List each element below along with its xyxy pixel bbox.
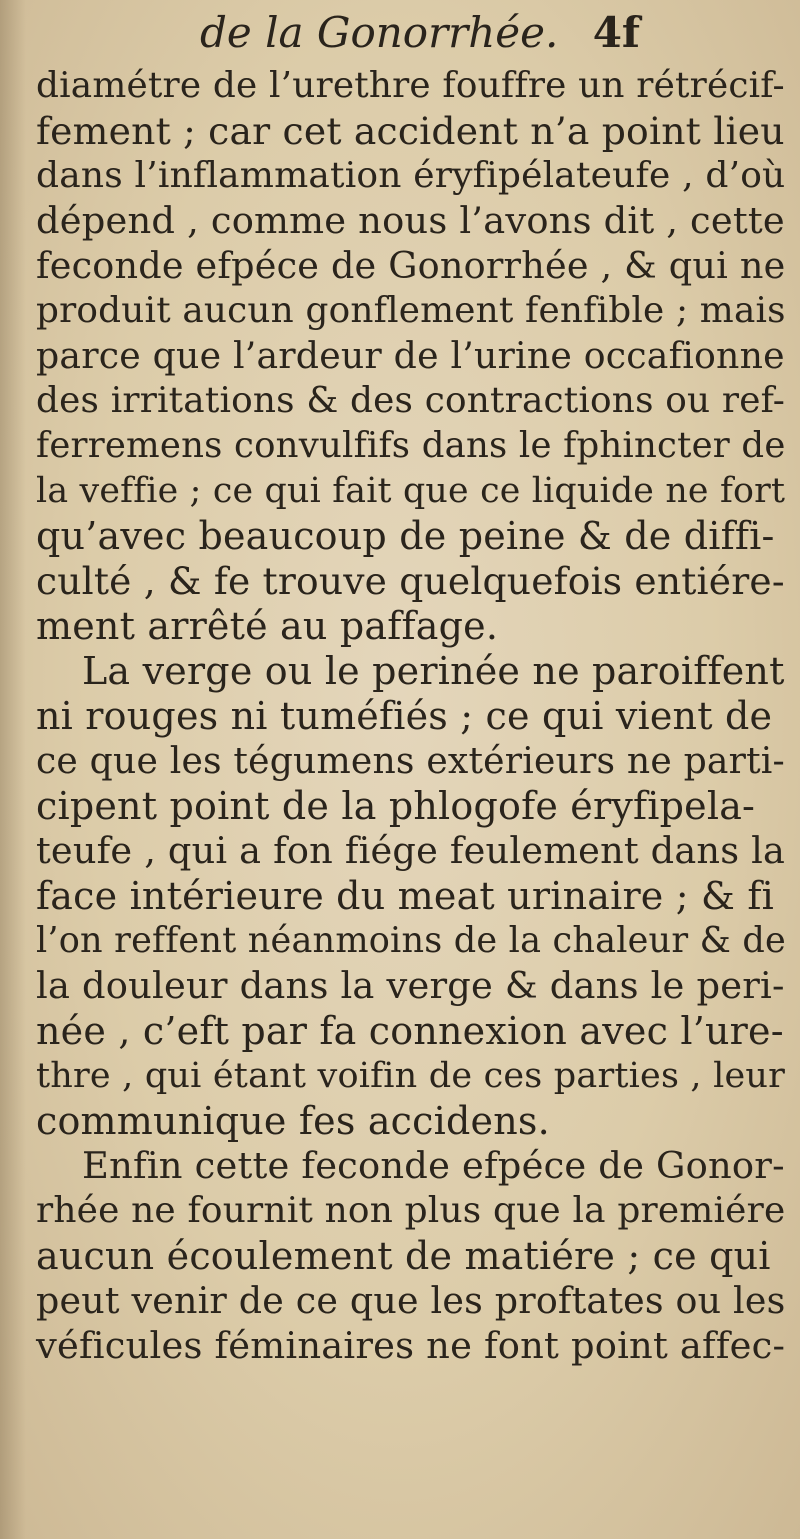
text-line: ferremens convulfifs dans le fphincter de	[36, 425, 786, 466]
text-line: teufe , qui a fon fiége feulement dans la	[36, 829, 786, 872]
page-number: 4f	[592, 8, 640, 57]
running-header	[200, 8, 640, 58]
text-line: culté , & fe trouve quelquefois entiére-	[36, 559, 785, 603]
text-line: née , c’eft par fa connexion avec l’ure-	[36, 1009, 784, 1053]
text-line: ment arrêté au paffage.	[36, 604, 499, 648]
text-line: feconde efpéce de Gonorrhée , & qui ne	[36, 244, 786, 287]
text-line: ni rouges ni tuméfiés ; ce qui vient de	[36, 694, 773, 738]
text-line: ce que les tégumens extérieurs ne parti-	[36, 739, 785, 782]
text-line: dépend , comme nous l’avons dit , cette	[36, 199, 785, 242]
paragraph-first-line: La verge ou le perinée ne paroiffent	[82, 649, 785, 693]
text-line: la veffie ; ce qui fait que ce liquide ne fort	[36, 471, 786, 511]
text-line: communique fes accidens.	[36, 1099, 550, 1143]
page-gutter-shadow	[0, 0, 26, 1539]
text-line: la douleur dans la verge & dans le peri-	[36, 964, 785, 1007]
text-line: parce que l’ardeur de l’urine occafionne	[36, 334, 785, 377]
text-line: aucun écoulement de matiére ; ce qui	[36, 1234, 771, 1278]
text-line: rhée ne fournit non plus que la premiére	[36, 1190, 786, 1231]
text-line: cipent point de la phlogofe éryfipela-	[36, 784, 756, 828]
text-line: thre , qui étant voifin de ces parties , leur	[36, 1056, 786, 1096]
running-title: de la Gonorrhée.	[200, 8, 559, 57]
text-line: l’on reffent néanmoins de la chaleur & de	[36, 920, 786, 961]
paragraph-first-line: Enfin cette feconde efpéce de Gonor-	[82, 1144, 785, 1187]
text-line: diamétre de l’urethre fouffre un rétrécif-	[36, 65, 785, 106]
text-line: des irritations & des contractions ou ref-	[36, 380, 786, 421]
text-line: dans l’inflammation éryfipélateufe , d’où	[36, 155, 786, 196]
text-line: véficules féminaires ne font point affec-	[36, 1324, 786, 1367]
text-line: fement ; car cet accident n’a point lieu	[36, 109, 785, 153]
text-line: produit aucun gonflement fenfible ; mais	[36, 290, 786, 331]
text-line: qu’avec beaucoup de peine & de diffi-	[36, 514, 775, 558]
text-line: peut venir de ce que les proftates ou les	[36, 1279, 786, 1322]
text-line: face intérieure du meat urinaire ; & fi	[36, 874, 774, 918]
